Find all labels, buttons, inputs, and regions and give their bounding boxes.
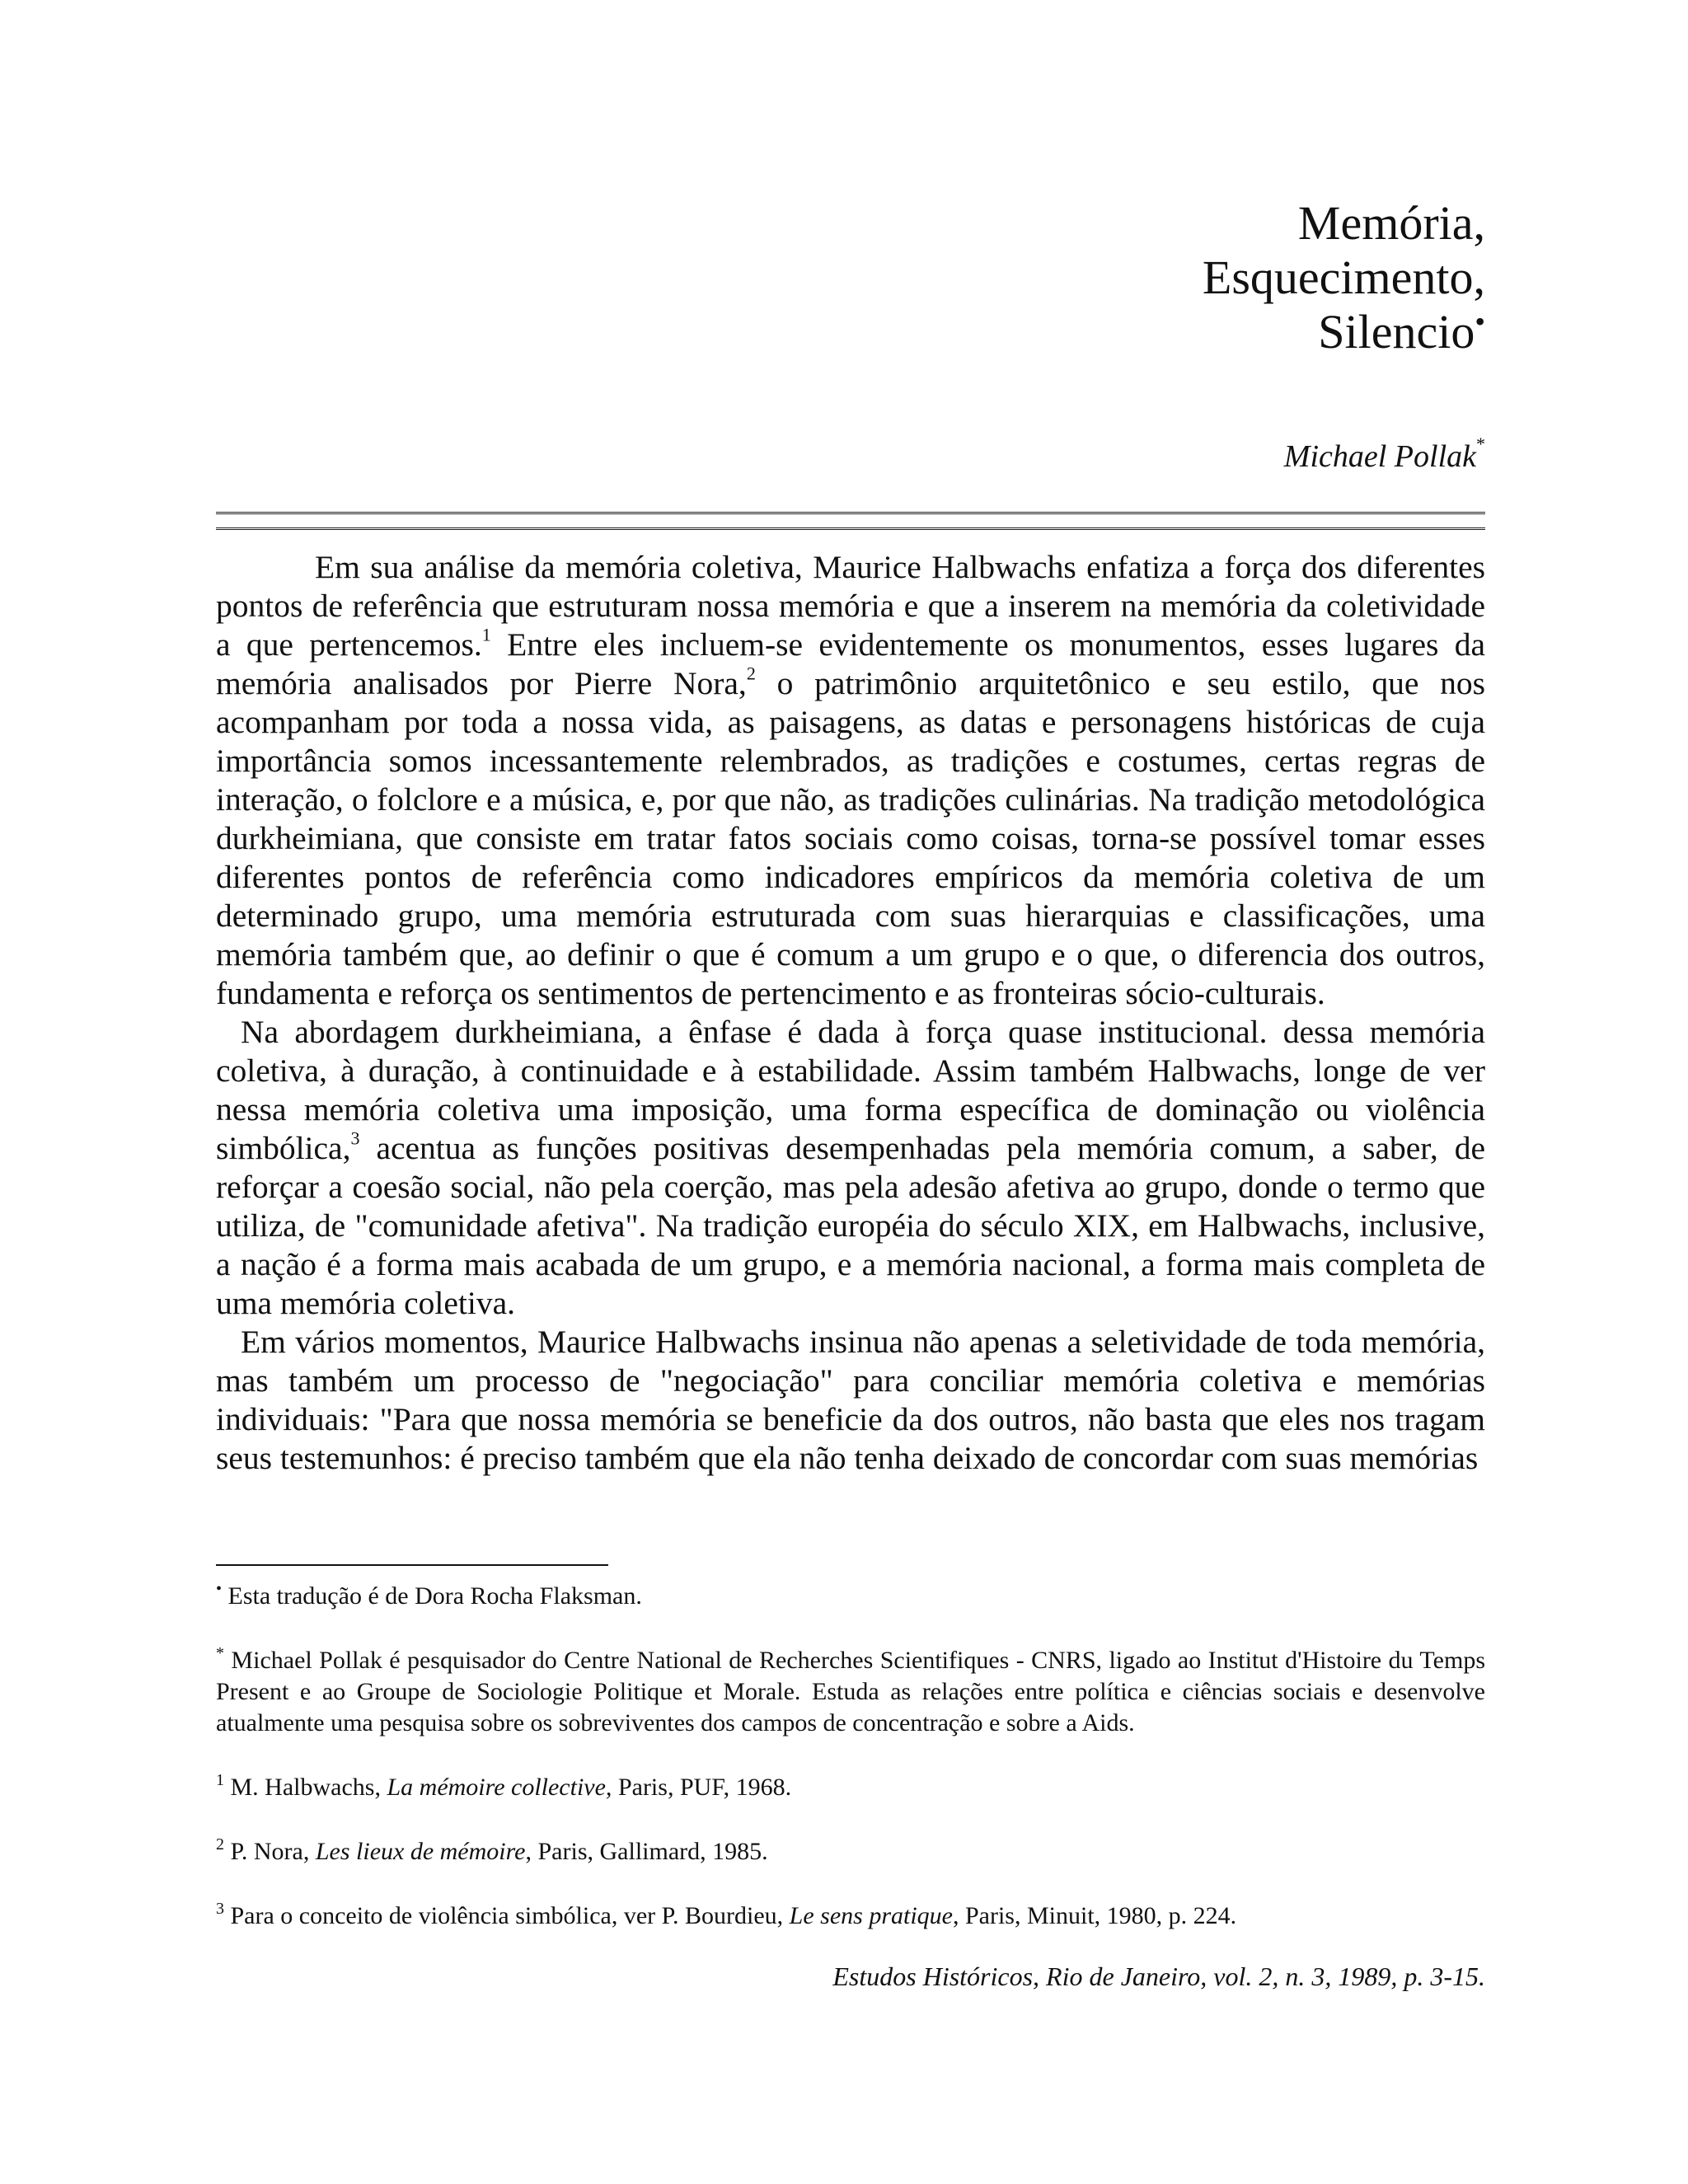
author-byline — [1283, 434, 1485, 475]
footnote-author-text: Michael Pollak é pesquisador do Centre National de Recherches Scientifiques - CNRS, ligado ao Institut d'Histoire du Temps Present e ao Groupe de Sociologie Politique et Morale. Estuda as relações entre política e ciências sociais e desenvolve atualmente uma pesquisa sobre os sobreviventes dos campos de concentração e sobre a Aids. — [216, 1647, 1485, 1736]
footnote-1-after: Paris, PUF, 1968. — [612, 1774, 792, 1801]
footnote-1 — [216, 1772, 1485, 1803]
separator-rule — [216, 512, 1485, 530]
footnote-translator — [216, 1581, 1485, 1612]
footnote-ref-1: 1 — [481, 624, 491, 645]
footnote-2-before: P. Nora, — [224, 1838, 316, 1865]
footnote-3 — [216, 1900, 1485, 1932]
footnote-3-after: , Paris, Minuit, 1980, p. 224. — [952, 1902, 1237, 1929]
footnote-3-title: Le sens pratique — [789, 1902, 953, 1929]
footnote-separator — [216, 1564, 608, 1566]
p1-text-b: Entre eles incluem-se evidentemente os monumentos, esses lugares da memória analisados por Pierre Nora, — [216, 626, 1485, 701]
title-line-2: Esquecimento, — [1202, 251, 1485, 304]
footnote-3-marker: 3 — [216, 1900, 224, 1918]
footnote-2-after: , Paris, Gallimard, 1985. — [525, 1838, 768, 1865]
footnotes — [216, 1581, 1485, 1965]
footnote-2 — [216, 1836, 1485, 1868]
p2-text-a: Na abordagem durkheimiana, a ênfase é dada à força quase institucional. dessa memória coletiva, à duração, à continuidade e à estabilidade. Assim também Halbwachs, longe de ver nessa memória coletiva uma imposição, uma forma específica de dominação ou violência simbólica, — [216, 1014, 1485, 1166]
body-paragraph-1 — [216, 548, 1485, 1013]
footnote-ref-2: 2 — [746, 663, 756, 684]
p1-text-c: o patrimônio arquitetônico e seu estilo, que nos acompanham por toda a nossa vida, as paisagens, as datas e personagens históricas de cuja importância somos incessantemente relembrados, as tradições e costumes, certas regras de interação, o folclore e a música, e, por que não, as tradições culinárias. Na tradição metodológica durkheimiana, que consiste em tratar fatos sociais como coisas, torna-se possível tomar esses diferentes pontos de referência como indicadores empíricos da memória coletiva de um determinado grupo, uma memória estruturada com suas hierarquias e classificações, uma memória também que, ao definir o que é comum a um grupo e o que, o diferencia dos outros, fundamenta e reforça os sentimentos de pertencimento e as fronteiras sócio-culturais. — [216, 665, 1485, 1011]
body-paragraph-3: Em vários momentos, Maurice Halbwachs insinua não apenas a seletividade de toda memória, mas também um processo de "negociação" para conciliar memória coletiva e memórias individuais: "Para que nossa memória se beneficie da dos outros, não basta que eles nos tragam seus testemunhos: é preciso também que ela não tenha deixado de concordar com suas memórias — [216, 1324, 1485, 1476]
footnote-author — [216, 1645, 1485, 1739]
title-footnote-marker: • — [1475, 305, 1485, 339]
footnote-ref-3: 3 — [350, 1127, 360, 1149]
footnote-2-title: Les lieux de mémoire — [315, 1838, 526, 1865]
body-paragraph-2 — [216, 1013, 1485, 1323]
article-body — [216, 548, 1485, 1478]
footnote-1-marker: 1 — [216, 1771, 224, 1789]
author-footnote-marker: * — [1476, 434, 1485, 455]
footnote-translator-text: Esta tradução é de Dora Rocha Flaksman. — [222, 1582, 642, 1610]
journal-citation: Estudos Históricos, Rio de Janeiro, vol. 2, n. 3, 1989, p. 3-15. — [832, 1961, 1485, 1991]
p1-text-a: Em sua análise da memória coletiva, Maurice Halbwachs enfatiza a força dos diferentes pontos de referência que estruturam nossa memória e que a inserem na memória da coletividade a que pertencemos. — [216, 549, 1485, 663]
footnote-1-before: M. Halbwachs, — [224, 1774, 387, 1801]
footnote-translator-marker: • — [216, 1580, 223, 1598]
article-title — [1203, 196, 1485, 359]
p2-text-b: acentua as funções positivas desempenhadas pela memória comum, a saber, de reforçar a coesão social, não pela coerção, mas pela adesão afetiva ao grupo, donde o termo que utiliza, de "comunidade afetiva". Na tradição européia do século XIX, em Halbwachs, inclusive, a nação é a forma mais acabada de um grupo, e a memória nacional, a forma mais completa de uma memória coletiva. — [216, 1130, 1485, 1321]
footnote-2-marker: 2 — [216, 1835, 224, 1854]
footnote-3-before: Para o conceito de violência simbólica, ver P. Bourdieu, — [224, 1902, 790, 1929]
footnote-1-title: La mémoire collective, — [387, 1774, 612, 1801]
footnote-author-marker: * — [216, 1644, 224, 1662]
title-line-3 — [1203, 305, 1485, 359]
title-line-3-text: Silencio — [1318, 305, 1475, 359]
title-line-1: Memória, — [1297, 196, 1485, 250]
document-page — [216, 0, 1485, 2184]
author-name: Michael Pollak — [1283, 439, 1476, 474]
